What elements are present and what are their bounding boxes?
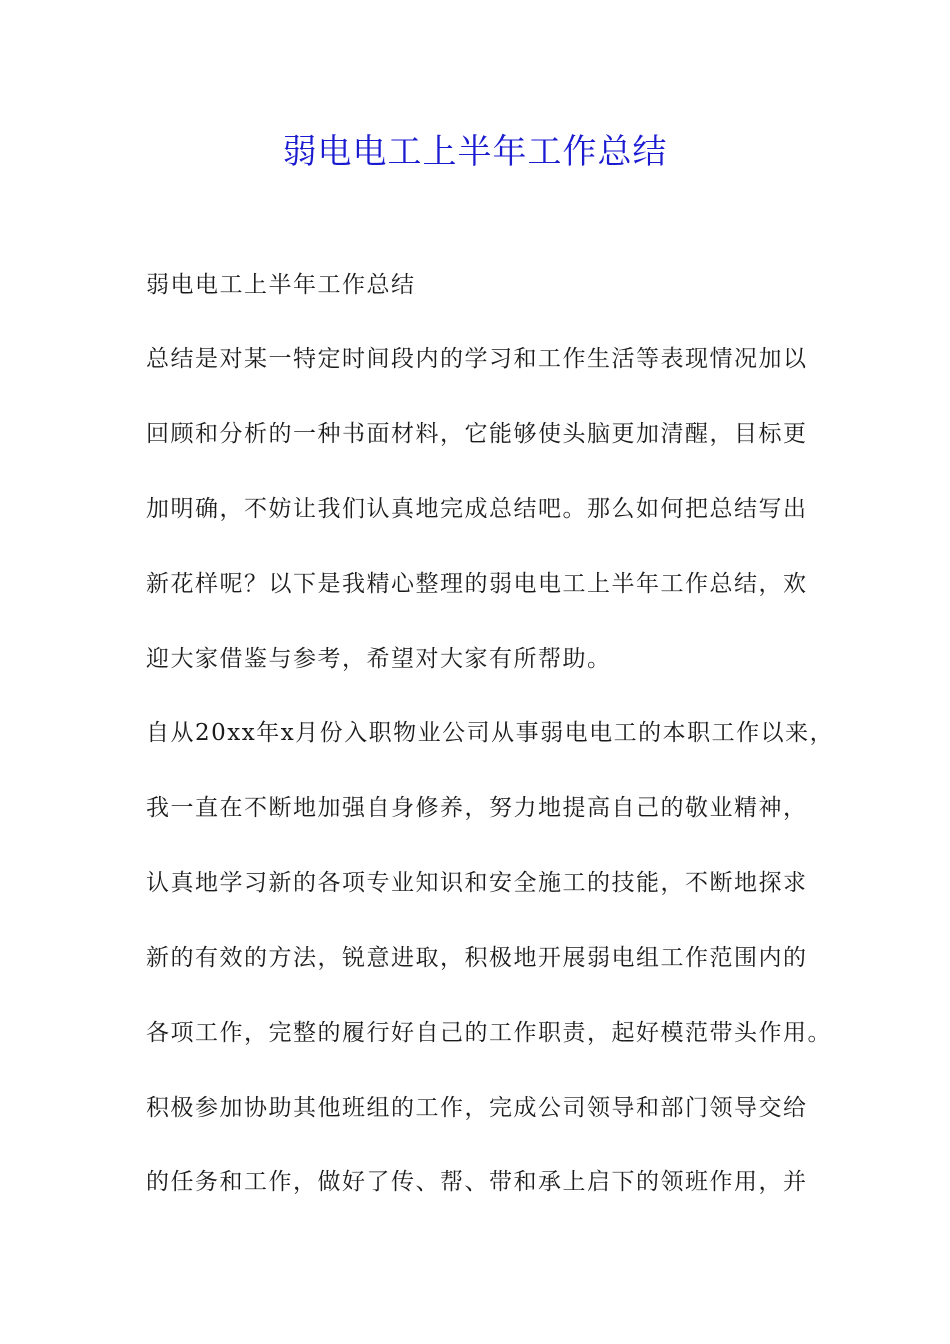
paragraph-line: 新花样呢？以下是我精心整理的弱电电工上半年工作总结，欢 [146, 571, 808, 597]
document-subtitle: 弱电电工上半年工作总结 [146, 272, 416, 298]
paragraph-line: 迎大家借鉴与参考，希望对大家有所帮助。 [146, 646, 612, 672]
paragraph-line: 新的有效的方法，锐意进取，积极地开展弱电组工作范围内的 [146, 945, 808, 971]
paragraph-line: 总结是对某一特定时间段内的学习和工作生活等表现情况加以 [146, 346, 808, 372]
paragraph-line: 我一直在不断地加强自身修养，努力地提高自己的敬业精神， [146, 795, 808, 821]
paragraph-line: 的任务和工作，做好了传、帮、带和承上启下的领班作用，并 [146, 1169, 808, 1195]
paragraph-line: 积极参加协助其他班组的工作，完成公司领导和部门领导交给 [146, 1095, 808, 1121]
paragraph-line: 自从20xx年x月份入职物业公司从事弱电电工的本职工作以来， [146, 720, 835, 746]
document-title: 弱电电工上半年工作总结 [282, 132, 668, 172]
paragraph-line: 回顾和分析的一种书面材料，它能够使头脑更加清醒，目标更 [146, 421, 808, 447]
paragraph-line: 加明确，不妨让我们认真地完成总结吧。那么如何把总结写出 [146, 496, 808, 522]
paragraph-line: 认真地学习新的各项专业知识和安全施工的技能，不断地探求 [146, 870, 808, 896]
paragraph-line: 各项工作，完整的履行好自己的工作职责，起好模范带头作用。 [146, 1020, 832, 1046]
